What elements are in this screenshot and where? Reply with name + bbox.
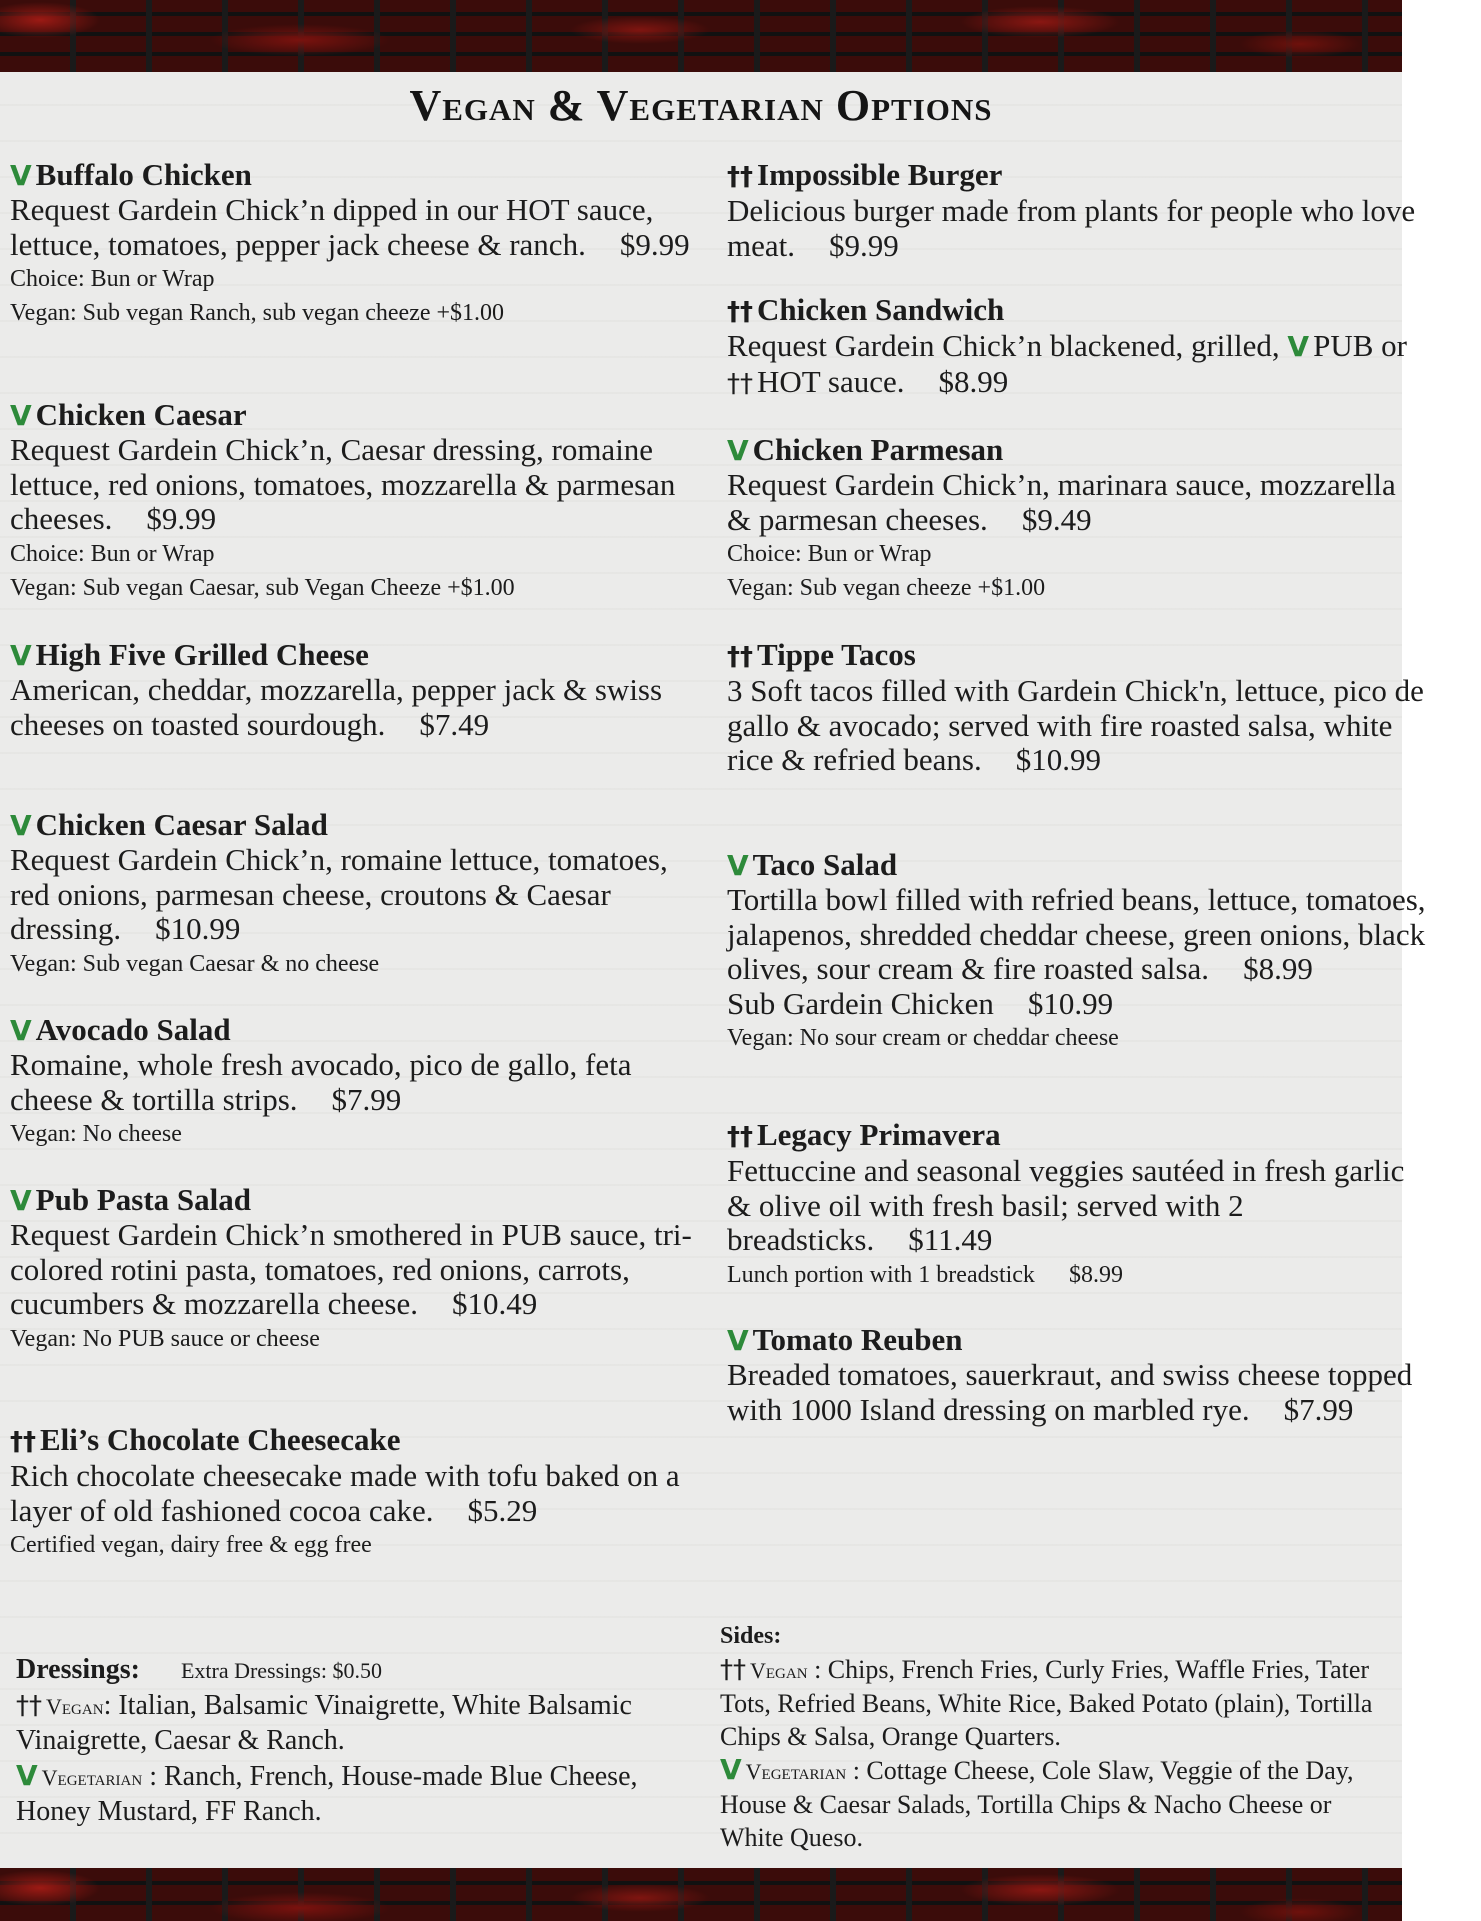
menu-item-price: $9.49 — [1021, 501, 1092, 537]
menu-item-description-text: Request Gardein Chick’n, marinara sauce, mozzarella & parmesan cheeses. — [727, 467, 1396, 537]
sides-section — [720, 1620, 1400, 1854]
menu-item-extra-price: $10.99 — [1027, 985, 1114, 1021]
menu-item-description — [10, 193, 710, 262]
vegetarian-leaf-icon: V — [1287, 330, 1310, 363]
vegetarian-label: Vegetarian — [41, 1764, 143, 1790]
menu-item-name-row — [727, 293, 1427, 329]
menu-item-note: Choice: Bun or Wrap — [10, 540, 215, 567]
menu-item — [727, 433, 1427, 605]
menu-item-description — [727, 468, 1427, 537]
menu-item-name-row — [10, 808, 710, 843]
vegetarian-dressings-list: : Ranch, French, House-made Blue Cheese, Honey Mustard, FF Ranch. — [16, 1760, 638, 1827]
menu-item — [10, 638, 710, 742]
brick-header-band — [0, 0, 1402, 72]
menu-item-description — [10, 433, 710, 537]
menu-item-price: $10.99 — [1015, 742, 1102, 777]
menu-item-name: Impossible Burger — [757, 157, 1003, 192]
menu-item-note-text: Lunch portion with 1 breadstick — [727, 1261, 1035, 1288]
vegetarian-leaf-icon: V — [720, 1753, 742, 1786]
menu-item-note: Vegan: No cheese — [10, 1121, 182, 1147]
menu-item-description — [10, 1048, 710, 1117]
menu-item-description-text: American, cheddar, mozzarella, pepper jack & swiss cheeses on toasted sourdough. — [10, 672, 663, 742]
menu-item-price: $7.99 — [331, 1081, 402, 1117]
menu-item-name-row — [727, 848, 1427, 883]
vegan-utensils-icon: †† — [10, 1427, 36, 1457]
vegetarian-leaf-icon: V — [727, 434, 749, 467]
sides-header: Sides: — [720, 1623, 782, 1649]
menu-item — [727, 848, 1427, 1055]
menu-item-extra-text: Sub Gardein Chicken — [727, 985, 994, 1021]
menu-item — [727, 158, 1427, 263]
vegan-utensils-icon: †† — [727, 642, 753, 672]
vegan-label: Vegan — [46, 1693, 104, 1719]
menu-item-description — [727, 1154, 1427, 1258]
menu-item-description — [10, 1459, 710, 1528]
vegan-utensils-icon: †† — [720, 1655, 746, 1685]
vegetarian-leaf-icon: V — [727, 1324, 749, 1357]
menu-item-price: $11.49 — [908, 1222, 993, 1257]
menu-item — [10, 398, 710, 605]
menu-item-description-text: Fettuccine and seasonal veggies sautéed in fresh garlic & olive oil with fresh basil; served with 2 breadsticks. — [727, 1153, 1405, 1257]
menu-item-name: Chicken Caesar — [35, 397, 247, 432]
menu-item-description-text: Breaded tomatoes, sauerkraut, and swiss cheese topped with 1000 Island dressing on marbled rye. — [727, 1357, 1413, 1427]
menu-item-note — [727, 1258, 1427, 1292]
vegetarian-leaf-icon: V — [10, 809, 32, 842]
menu-item-price: $8.99 — [1243, 951, 1313, 986]
menu-item-description-text: Rich chocolate cheesecake made with tofu baked on a layer of old fashioned cocoa cake. — [10, 1458, 680, 1528]
vegetarian-label: Vegetarian — [745, 1759, 847, 1784]
vegetarian-leaf-icon: V — [10, 1014, 32, 1047]
menu-item-price: $9.99 — [146, 501, 217, 536]
dressings-section — [16, 1653, 696, 1830]
menu-item-extra — [727, 987, 1427, 1022]
menu-item-name-row — [10, 158, 710, 193]
page-title: Vegan & Vegetarian Options — [409, 81, 993, 130]
vegetarian-leaf-icon: V — [10, 639, 32, 672]
menu-item-note: Vegan: No sour cream or cheddar cheese — [727, 1025, 1119, 1051]
vegan-utensils-icon: †† — [16, 1690, 42, 1721]
menu-item-price: $7.49 — [419, 706, 490, 742]
vegan-sides-list: : Chips, French Fries, Curly Fries, Waffle Fries, Tater Tots, Refried Beans, White Rice, Baked Potato (plain), Tortilla Chips & Salsa, Orange Quarters. — [720, 1655, 1373, 1751]
menu-item-name: Legacy Primavera — [757, 1117, 1001, 1152]
vegetarian-leaf-icon: V — [727, 849, 749, 882]
vegetarian-sides-list: : Cottage Cheese, Cole Slaw, Veggie of the Day, House & Caesar Salads, Tortilla Chips & Nacho Cheese or White Queso. — [720, 1756, 1354, 1852]
menu-item — [727, 1118, 1427, 1292]
menu-item-name-row — [10, 638, 710, 673]
menu-item — [727, 293, 1427, 401]
menu-item-price: $5.29 — [467, 1492, 538, 1528]
menu-item-note: Vegan: No PUB sauce or cheese — [10, 1325, 320, 1352]
menu-item-description-text: PUB or — [1313, 328, 1407, 363]
menu-item-note: Certified vegan, dairy free & egg free — [10, 1532, 372, 1558]
menu-item-description-text: Romaine, whole fresh avocado, pico de gallo, feta cheese & tortilla strips. — [10, 1047, 632, 1117]
menu-item-name: Avocado Salad — [35, 1012, 231, 1047]
menu-item-name: Pub Pasta Salad — [35, 1182, 252, 1217]
menu-item-description — [10, 843, 710, 947]
menu-item-price: $9.99 — [829, 227, 899, 263]
menu-item-description-text: Request Gardein Chick’n, romaine lettuce, tomatoes, red onions, parmesan cheese, croutons & Caesar dressing. — [10, 842, 668, 946]
vegetarian-leaf-icon: V — [10, 159, 32, 192]
vegan-utensils-icon: †† — [727, 297, 753, 327]
menu-item — [727, 1323, 1427, 1427]
menu-item-note-price: $8.99 — [1068, 1261, 1123, 1288]
menu-item — [10, 1013, 710, 1151]
dressings-header: Dressings: — [16, 1654, 140, 1685]
brick-footer-band — [0, 1868, 1402, 1921]
menu-item-name: Chicken Caesar Salad — [35, 807, 328, 842]
vegetarian-leaf-icon: V — [10, 1184, 32, 1217]
menu-item-name-row — [10, 1013, 710, 1048]
menu-item-description — [10, 673, 710, 742]
vegan-utensils-icon: †† — [727, 162, 753, 192]
menu-item-price: $7.99 — [1283, 1391, 1354, 1427]
menu-item-description-text: HOT sauce. — [757, 363, 905, 399]
menu-item-description-text: Tortilla bowl filled with refried beans, lettuce, tomatoes, jalapenos, shredded cheddar cheese, green onions, black olives, sour cream & fire roasted salsa. — [727, 882, 1426, 986]
menu-item-description-text: Request Gardein Chick’n smothered in PUB sauce, tri-colored rotini pasta, tomatoes, red onions, carrots, cucumbers & mozzarella cheese. — [10, 1217, 692, 1321]
menu-item — [10, 158, 710, 330]
menu-item-name-row — [10, 1183, 710, 1218]
menu-item-price: $8.99 — [938, 363, 1009, 399]
menu-item-name: Tomato Reuben — [752, 1322, 963, 1357]
extra-dressings-price: Extra Dressings: $0.50 — [180, 1658, 382, 1683]
menu-item-description-text: 3 Soft tacos filled with Gardein Chick'n, lettuce, pico de gallo & avocado; served with fire roasted salsa, white rice & refried beans. — [727, 673, 1424, 777]
vegan-label: Vegan — [750, 1658, 808, 1683]
vegan-dressings-list: : Italian, Balsamic Vinaigrette, White Balsamic Vinaigrette, Caesar & Ranch. — [16, 1689, 632, 1756]
menu-item — [10, 1183, 710, 1356]
menu-item-name-row — [727, 1118, 1427, 1154]
menu-item-name-row — [727, 158, 1427, 194]
menu-item — [727, 638, 1427, 778]
vegan-utensils-icon: †† — [727, 1122, 753, 1152]
menu-item-note: Vegan: Sub vegan cheeze +$1.00 — [727, 575, 1046, 601]
menu-item-description — [727, 1358, 1427, 1427]
menu-item-name-row — [10, 398, 710, 433]
menu-item-description — [727, 883, 1427, 987]
menu-item-note: Choice: Bun or Wrap — [10, 266, 215, 292]
menu-item-name-row — [727, 638, 1427, 674]
menu-item-name: Eli’s Chocolate Cheesecake — [40, 1422, 401, 1457]
menu-item-name-row — [727, 433, 1427, 468]
menu-item-description-text: Request Gardein Chick’n dipped in our HOT sauce, lettuce, tomatoes, pepper jack cheese & ranch. — [10, 192, 654, 262]
menu-item-price: $9.99 — [619, 226, 690, 262]
menu-item-price: $10.99 — [155, 911, 241, 946]
menu-item-name: Chicken Parmesan — [752, 432, 1004, 467]
menu-item — [10, 1423, 710, 1562]
menu-item-name: Taco Salad — [752, 847, 898, 882]
menu-item-description — [727, 674, 1427, 778]
menu-item-description — [727, 329, 1427, 401]
menu-item-name: Buffalo Chicken — [35, 157, 252, 192]
menu-item-name: Chicken Sandwich — [757, 292, 1005, 327]
menu-item-description-text: Request Gardein Chick’n blackened, grilled, — [727, 328, 1280, 363]
menu-item-note: Choice: Bun or Wrap — [727, 541, 932, 567]
menu-item-description-text: Delicious burger made from plants for people who love meat. — [727, 193, 1416, 263]
menu-item-name-row — [727, 1323, 1427, 1358]
menu-item-description — [10, 1218, 710, 1322]
menu-item-description-text: Request Gardein Chick’n, Caesar dressing, romaine lettuce, red onions, tomatoes, mozzarella & parmesan cheeses. — [10, 432, 676, 536]
menu-item — [10, 808, 710, 981]
menu-item-name: Tippe Tacos — [757, 637, 916, 672]
menu-item-name: High Five Grilled Cheese — [35, 637, 369, 672]
menu-item-description — [727, 194, 1427, 263]
menu-item-note: Vegan: Sub vegan Ranch, sub vegan cheeze +$1.00 — [10, 300, 505, 326]
menu-item-note: Vegan: Sub vegan Caesar, sub Vegan Cheeze +$1.00 — [10, 574, 515, 601]
vegetarian-leaf-icon: V — [10, 399, 32, 432]
vegan-utensils-icon: †† — [727, 368, 753, 399]
menu-item-price: $10.49 — [451, 1286, 538, 1321]
vegetarian-leaf-icon: V — [16, 1758, 38, 1792]
menu-item-note: Vegan: Sub vegan Caesar & no cheese — [10, 950, 380, 977]
menu-item-name-row — [10, 1423, 710, 1459]
